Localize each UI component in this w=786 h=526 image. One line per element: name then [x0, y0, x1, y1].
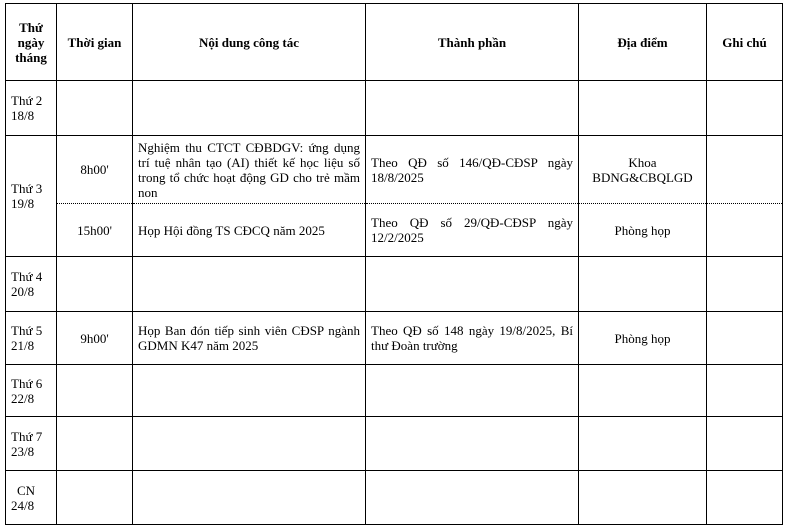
work-schedule-table — [5, 3, 783, 525]
weekday: Thứ 3 — [11, 181, 43, 196]
table-row — [6, 81, 783, 136]
location-cell — [579, 471, 707, 525]
day-cell — [6, 257, 57, 312]
header-row — [6, 4, 783, 81]
participants-cell — [366, 81, 579, 136]
date: 23/8 — [11, 443, 35, 459]
header-notes: Ghi chú — [707, 4, 783, 81]
day-cell — [6, 312, 57, 365]
content-cell — [133, 417, 366, 471]
day-cell — [6, 81, 57, 136]
table-row — [6, 312, 783, 365]
weekday: Thứ 4 — [11, 269, 43, 284]
day-cell — [6, 471, 57, 525]
weekday: Thứ 5 — [11, 323, 43, 338]
time-cell — [57, 257, 133, 312]
time-cell: 15h00' — [57, 204, 133, 257]
location-cell: Phòng họp — [579, 204, 707, 257]
location-line-1: Khoa — [628, 154, 657, 170]
time-cell — [57, 417, 133, 471]
notes-cell — [707, 204, 783, 257]
weekday: CN — [17, 482, 36, 498]
time-cell — [57, 81, 133, 136]
header-participants: Thành phần — [366, 4, 579, 81]
day-cell — [6, 417, 57, 471]
notes-cell — [707, 312, 783, 365]
table-row — [6, 257, 783, 312]
participants-cell: Theo QĐ số 146/QĐ-CĐSP ngày 18/8/2025 — [366, 136, 579, 204]
content-cell: Họp Hội đồng TS CĐCQ năm 2025 — [133, 204, 366, 257]
time-cell: 8h00' — [57, 136, 133, 204]
notes-cell — [707, 471, 783, 525]
date: 22/8 — [11, 390, 35, 406]
date: 18/8 — [11, 108, 35, 123]
header-time: Thời gian — [57, 4, 133, 81]
participants-cell — [366, 365, 579, 417]
location-cell — [579, 257, 707, 312]
table-row — [6, 365, 783, 417]
time-cell: 9h00' — [57, 312, 133, 365]
time-cell — [57, 365, 133, 417]
notes-cell — [707, 365, 783, 417]
location-cell — [579, 81, 707, 136]
notes-cell — [707, 81, 783, 136]
header-day-line-1: Thứ — [19, 19, 43, 35]
date: 20/8 — [11, 284, 35, 299]
participants-cell — [366, 257, 579, 312]
weekday: Thứ 2 — [11, 93, 43, 108]
header-day — [6, 4, 57, 81]
content-cell: Họp Ban đón tiếp sinh viên CĐSP ngành GDMN K47 năm 2025 — [133, 312, 366, 365]
participants-cell — [366, 417, 579, 471]
participants-cell — [366, 471, 579, 525]
day-cell — [6, 136, 57, 257]
participants-cell: Theo QĐ số 29/QĐ-CĐSP ngày 12/2/2025 — [366, 204, 579, 257]
table-row — [6, 204, 783, 257]
location-cell — [579, 365, 707, 417]
header-content: Nội dung công tác — [133, 4, 366, 81]
header-location: Địa điểm — [579, 4, 707, 81]
table-row — [6, 136, 783, 204]
content-cell — [133, 471, 366, 525]
location-cell: Phòng họp — [579, 312, 707, 365]
location-cell — [579, 136, 707, 204]
weekday: Thứ 7 — [11, 428, 43, 444]
content-cell — [133, 257, 366, 312]
date: 19/8 — [11, 196, 35, 211]
location-cell — [579, 417, 707, 471]
notes-cell — [707, 257, 783, 312]
date: 24/8 — [11, 497, 35, 513]
notes-cell — [707, 136, 783, 204]
table-row — [6, 417, 783, 471]
day-cell — [6, 365, 57, 417]
participants-cell: Theo QĐ số 148 ngày 19/8/2025, Bí thư Đoàn trường — [366, 312, 579, 365]
notes-cell — [707, 417, 783, 471]
content-cell — [133, 365, 366, 417]
table-row — [6, 471, 783, 525]
header-day-line-2: ngày — [17, 34, 45, 50]
header-day-line-3: tháng — [15, 49, 47, 65]
weekday: Thứ 6 — [11, 375, 43, 391]
time-cell — [57, 471, 133, 525]
content-cell — [133, 81, 366, 136]
date: 21/8 — [11, 338, 35, 353]
content-cell: Nghiệm thu CTCT CĐBDGV: ứng dụng trí tuệ nhân tạo (AI) thiết kế học liệu số trong tổ chức hoạt động GD cho trẻ mầm non — [133, 136, 366, 204]
location-line-2: BDNG&CBQLGD — [592, 169, 693, 185]
